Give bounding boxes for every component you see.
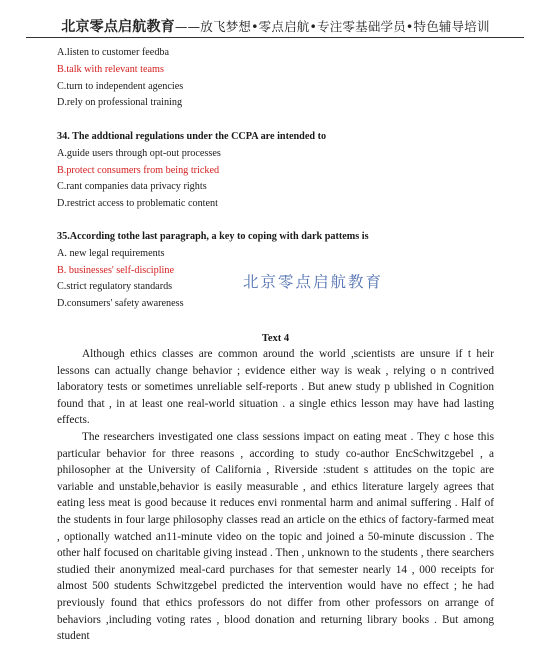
header-divider <box>26 37 524 38</box>
passage-paragraph-2: The researchers investigated one class sessions impact on eating meat . They c hose this particular behavior for three reasons , according to study co-author EncSchwitzgebel , a philosopher at the University of California , Riverside :student s attitudes on the topic are variable and unstable,behavior is easily measurable , and ethics literature largely agrees that eating less meat is good because it reduces envi ronmental harm and animal suffering . Half of the students in four large philosophy classes read an article on the ethics of factory-farmed meat , optionally watched an11-minute video on the topic and joined a 50-minute discussion . The other half focused on charitable giving instead . Then , unknown to the students , there searchers studied their anonymized meal-card purchases for that semester nearly 14 , 000 receipts for almost 500 students Schwitzgebel predicted the intervention would have no effect ; he had previously found that ethics professors do not differ from other professors on arrange of behaviors ,including voting rates , blood donation and returning library books . But among student <box>57 430 494 643</box>
q33-option-a: A.listen to customer feedba <box>57 47 170 58</box>
q35-option-d: D.consumers' safety awareness <box>57 298 184 310</box>
q35-option-b: B. businesses' self-discipline <box>57 264 174 276</box>
passage-paragraph-1: Although ethics classes are common around the world ,scientists are unsure if t heir lessons can actually change behavior ; evidence either way is weak , relying o n contrived laboratory tests or sometimes unreliable self-reports . But anew study p ublished in Cognition found that , in at least one real-world situation . a single ethics lesson may have had lasting effects. <box>57 348 494 427</box>
question-33-options <box>57 45 497 112</box>
header-tagline: ——放飞梦想•零点启航•专注零基础学员•特色辅导培训 <box>174 19 490 34</box>
page-header <box>0 16 551 36</box>
q35-stem: 35.According tothe last paragraph, a key to coping with dark pattems is <box>57 231 369 242</box>
question-34 <box>57 129 497 213</box>
watermark: 北京零点启航教育 <box>243 273 384 291</box>
q34-option-d: D.restrict access to problematic content <box>57 198 218 210</box>
q35-option-c: C.strict regulatory standards <box>57 281 173 293</box>
passage-body <box>57 346 494 645</box>
q34-option-a: A.guide users through opt-out processes <box>57 147 221 159</box>
q33-option-b: B.talk with relevant teams <box>57 63 164 75</box>
q34-option-c: C.rant companies data privacy rights <box>57 181 207 193</box>
q33-option-c: C.turn to independent agencies <box>57 80 184 92</box>
q35-option-a: A. new legal requirements <box>57 247 165 259</box>
q34-option-b: B.protect consumers from being tricked <box>57 164 220 176</box>
passage-title: Text 4 <box>261 333 290 344</box>
q33-option-d: D.rely on professional training <box>57 97 183 109</box>
header-brand: 北京零点启航教育 <box>61 19 175 35</box>
q34-stem: 34. The addtional regulations under the CCPA are intended to <box>57 131 327 142</box>
